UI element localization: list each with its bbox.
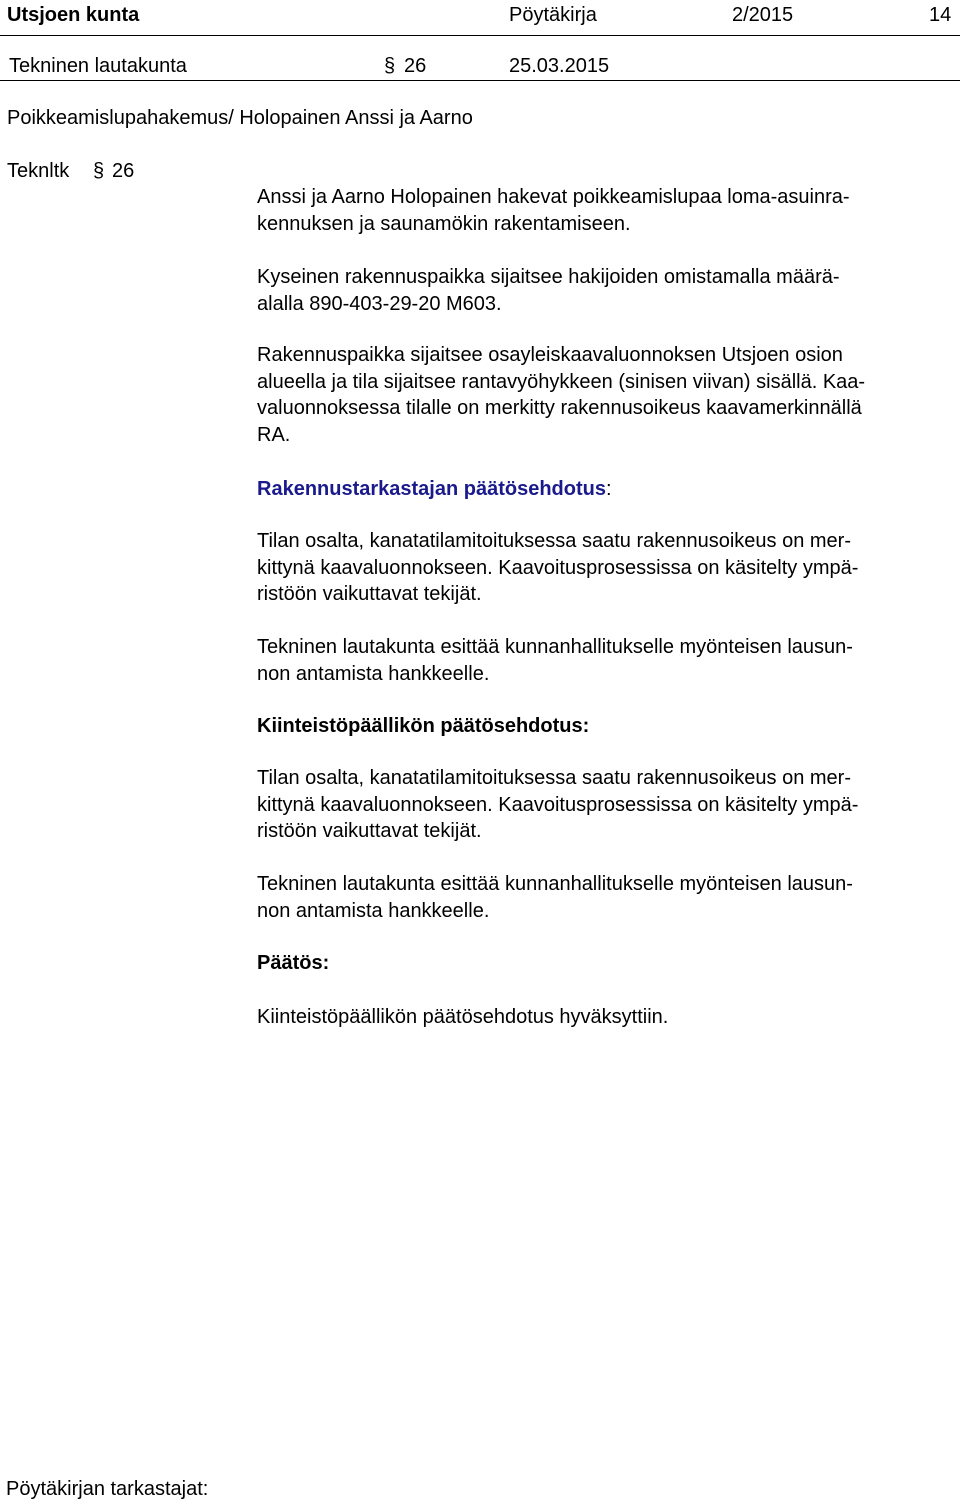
text-line: non antamista hankkeelle. [257,899,490,922]
text-line: Tekninen lautakunta esittää kunnanhallitukselle myönteisen lausun- [257,636,853,658]
section-symbol: § [384,55,396,77]
paragraph-location [257,264,840,317]
heading-text: Rakennustarkastajan päätösehdotus [257,478,606,500]
text-line: Anssi ja Aarno Holopainen hakevat poikkeamislupaa loma-asuinra- [257,186,850,208]
heading-decision: Päätös: [257,952,330,974]
reference-label: Teknltk [7,160,70,182]
paragraph-property-proposal-2 [257,871,853,924]
text-line: non antamista hankkeelle. [257,662,490,685]
heading-property-manager-proposal: Kiinteistöpäällikön päätösehdotus: [257,715,590,737]
reference-number: 26 [112,160,135,182]
header-rule-top [0,35,960,36]
text-line: RA. [257,423,291,446]
heading-colon: : [606,478,612,500]
paragraph-property-proposal-1 [257,765,858,845]
text-line: Tilan osalta, kanatatilamitoituksessa saatu rakennusoikeus on mer- [257,530,852,552]
meeting-date: 25.03.2015 [509,55,610,77]
text-line: ristöön vaikuttavat tekijät. [257,583,482,605]
text-line: Rakennuspaikka sijaitsee osayleiskaavaluonnoksen Utsjoen osion [257,344,843,366]
municipality-name: Utsjoen kunta [7,4,140,26]
text-line: Tekninen lautakunta esittää kunnanhallitukselle myönteisen lausun- [257,873,853,895]
text-line: alueella ja tila sijaitsee rantavyöhykkeen (sinisen viivan) sisällä. Kaa- [257,370,866,393]
reference-section-symbol: § [93,160,105,182]
text-line: alalla 890-403-29-20 M603. [257,292,502,315]
paragraph-building-proposal-1 [257,528,858,608]
heading-building-inspector-proposal [257,476,612,503]
section-number: 26 [404,55,427,77]
paragraph-application [257,184,850,237]
matter-title: Poikkeamislupahakemus/ Holopainen Anssi ja Aarno [7,107,473,129]
header-rule-bottom [0,80,960,81]
reviewers-label: Pöytäkirjan tarkastajat: [6,1478,209,1500]
page-number: 14 [929,4,952,26]
paragraph-zoning [257,342,865,448]
text-line: kennuksen ja saunamökin rakentamiseen. [257,212,631,235]
board-name: Tekninen lautakunta [9,55,187,77]
document-type: Pöytäkirja [509,4,597,26]
paragraph-building-proposal-2 [257,634,853,687]
text-line: kittynä kaavaluonnokseen. Kaavoitusprosessissa on käsitelty ympä- [257,556,859,579]
text-line: kittynä kaavaluonnokseen. Kaavoitusprosessissa on käsitelty ympä- [257,793,859,816]
text-line: valuonnoksessa tilalle on merkitty rakennusoikeus kaavamerkinnällä [257,397,862,419]
text-line: Kyseinen rakennuspaikka sijaitsee hakijoiden omistamalla määrä- [257,266,840,288]
document-number: 2/2015 [732,4,794,26]
decision-text: Kiinteistöpäällikön päätösehdotus hyväksyttiin. [257,1006,669,1028]
text-line: Tilan osalta, kanatatilamitoituksessa saatu rakennusoikeus on mer- [257,767,852,789]
text-line: ristöön vaikuttavat tekijät. [257,820,482,842]
